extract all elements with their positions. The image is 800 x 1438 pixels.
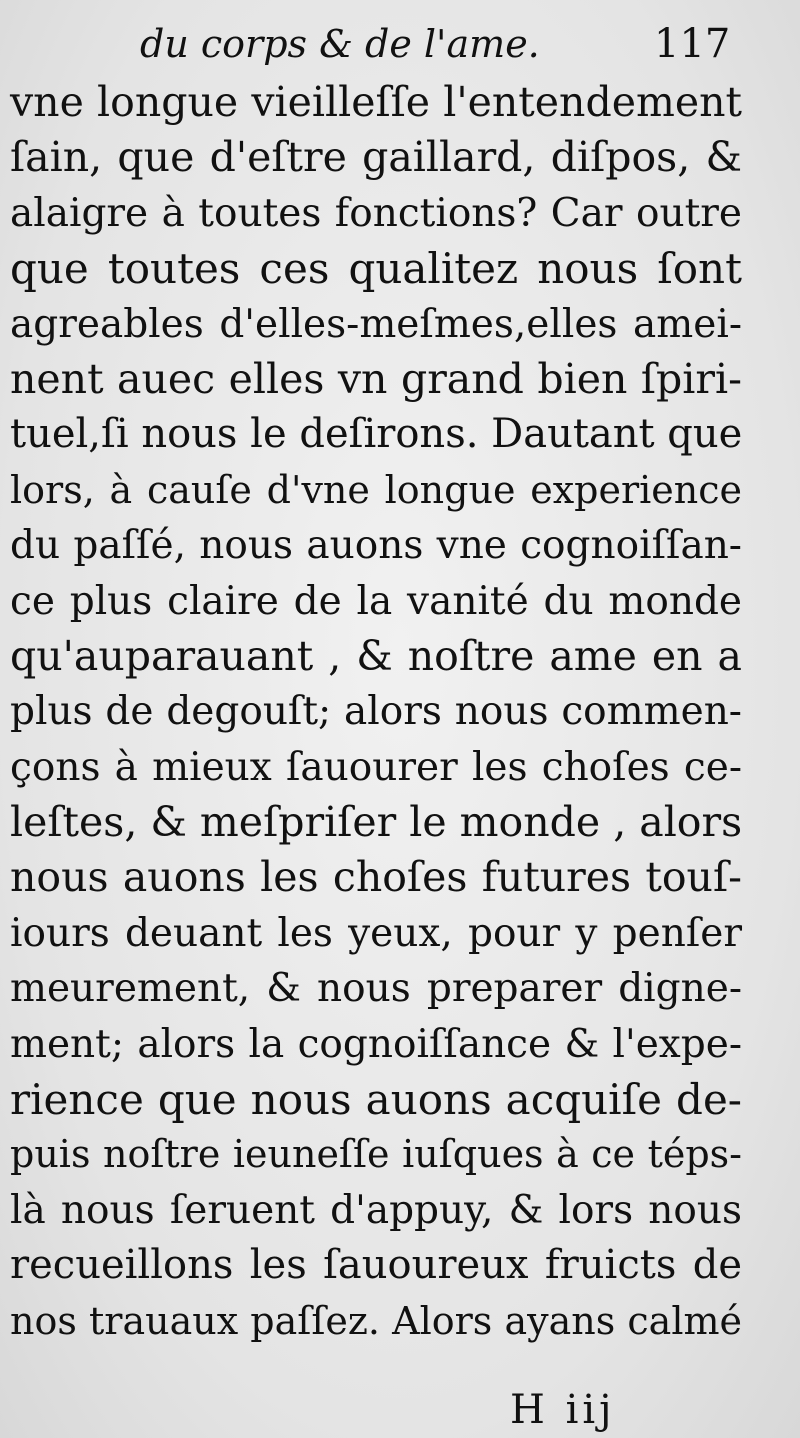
text-line: recueillons les ſauoureux fruicts de bbox=[10, 1242, 742, 1289]
text-line: puis noſtre ieuneſſe iuſques à ce téps- bbox=[10, 1132, 742, 1177]
text-line: qu'auparauant , & noſtre ame en a bbox=[10, 631, 742, 680]
running-title: du corps & de l'ame. bbox=[140, 22, 540, 66]
text-line: du paſſé, nous auons vne cognoiſſan- bbox=[10, 523, 742, 569]
text-line: nos trauaux paſſez. Alors ayans calmé bbox=[10, 1298, 742, 1343]
page-number: 117 bbox=[654, 21, 731, 67]
text-line: meurement, & nous preparer digne- bbox=[10, 966, 742, 1012]
text-line: tuel,ſi nous le deſirons. Dautant que bbox=[10, 411, 743, 458]
text-line: plus de degouſt; alors nous commen- bbox=[10, 689, 742, 735]
text-line: agreables d'elles-meſmes,elles amei- bbox=[10, 301, 742, 347]
text-line: alaigre à toutes fonctions? Car outre bbox=[10, 190, 742, 236]
text-line: rience que nous auons acquiſe de- bbox=[10, 1075, 742, 1125]
text-line: ment; alors la cognoiſſance & l'expe- bbox=[10, 1021, 742, 1067]
text-line: vne longue vieilleſſe l'entendement bbox=[10, 78, 742, 126]
text-line: leſtes, & meſpriſer le monde , alors bbox=[10, 798, 743, 847]
body-text bbox=[10, 75, 742, 1349]
running-head bbox=[0, 14, 800, 74]
text-line: ſain, que d'eſtre gaillard, diſpos, & bbox=[10, 133, 742, 182]
text-line: ce plus claire de la vanité du monde bbox=[10, 578, 742, 624]
text-line: nous auons les choſes futures touſ- bbox=[10, 853, 742, 902]
text-line: nent auec elles vn grand bien ſpiri- bbox=[10, 354, 742, 403]
text-line: là nous ſeruent d'appuy, & lors nous bbox=[10, 1187, 742, 1233]
text-line: çons à mieux ſauourer les choſes ce- bbox=[10, 744, 742, 790]
text-line: iours deuant les yeux, pour y penſer bbox=[10, 910, 742, 956]
text-line: lors, à cauſe d'vne longue experience bbox=[10, 467, 742, 512]
text-line: que toutes ces qualitez nous ſont bbox=[10, 244, 742, 294]
signature-mark: H iij bbox=[510, 1387, 616, 1433]
